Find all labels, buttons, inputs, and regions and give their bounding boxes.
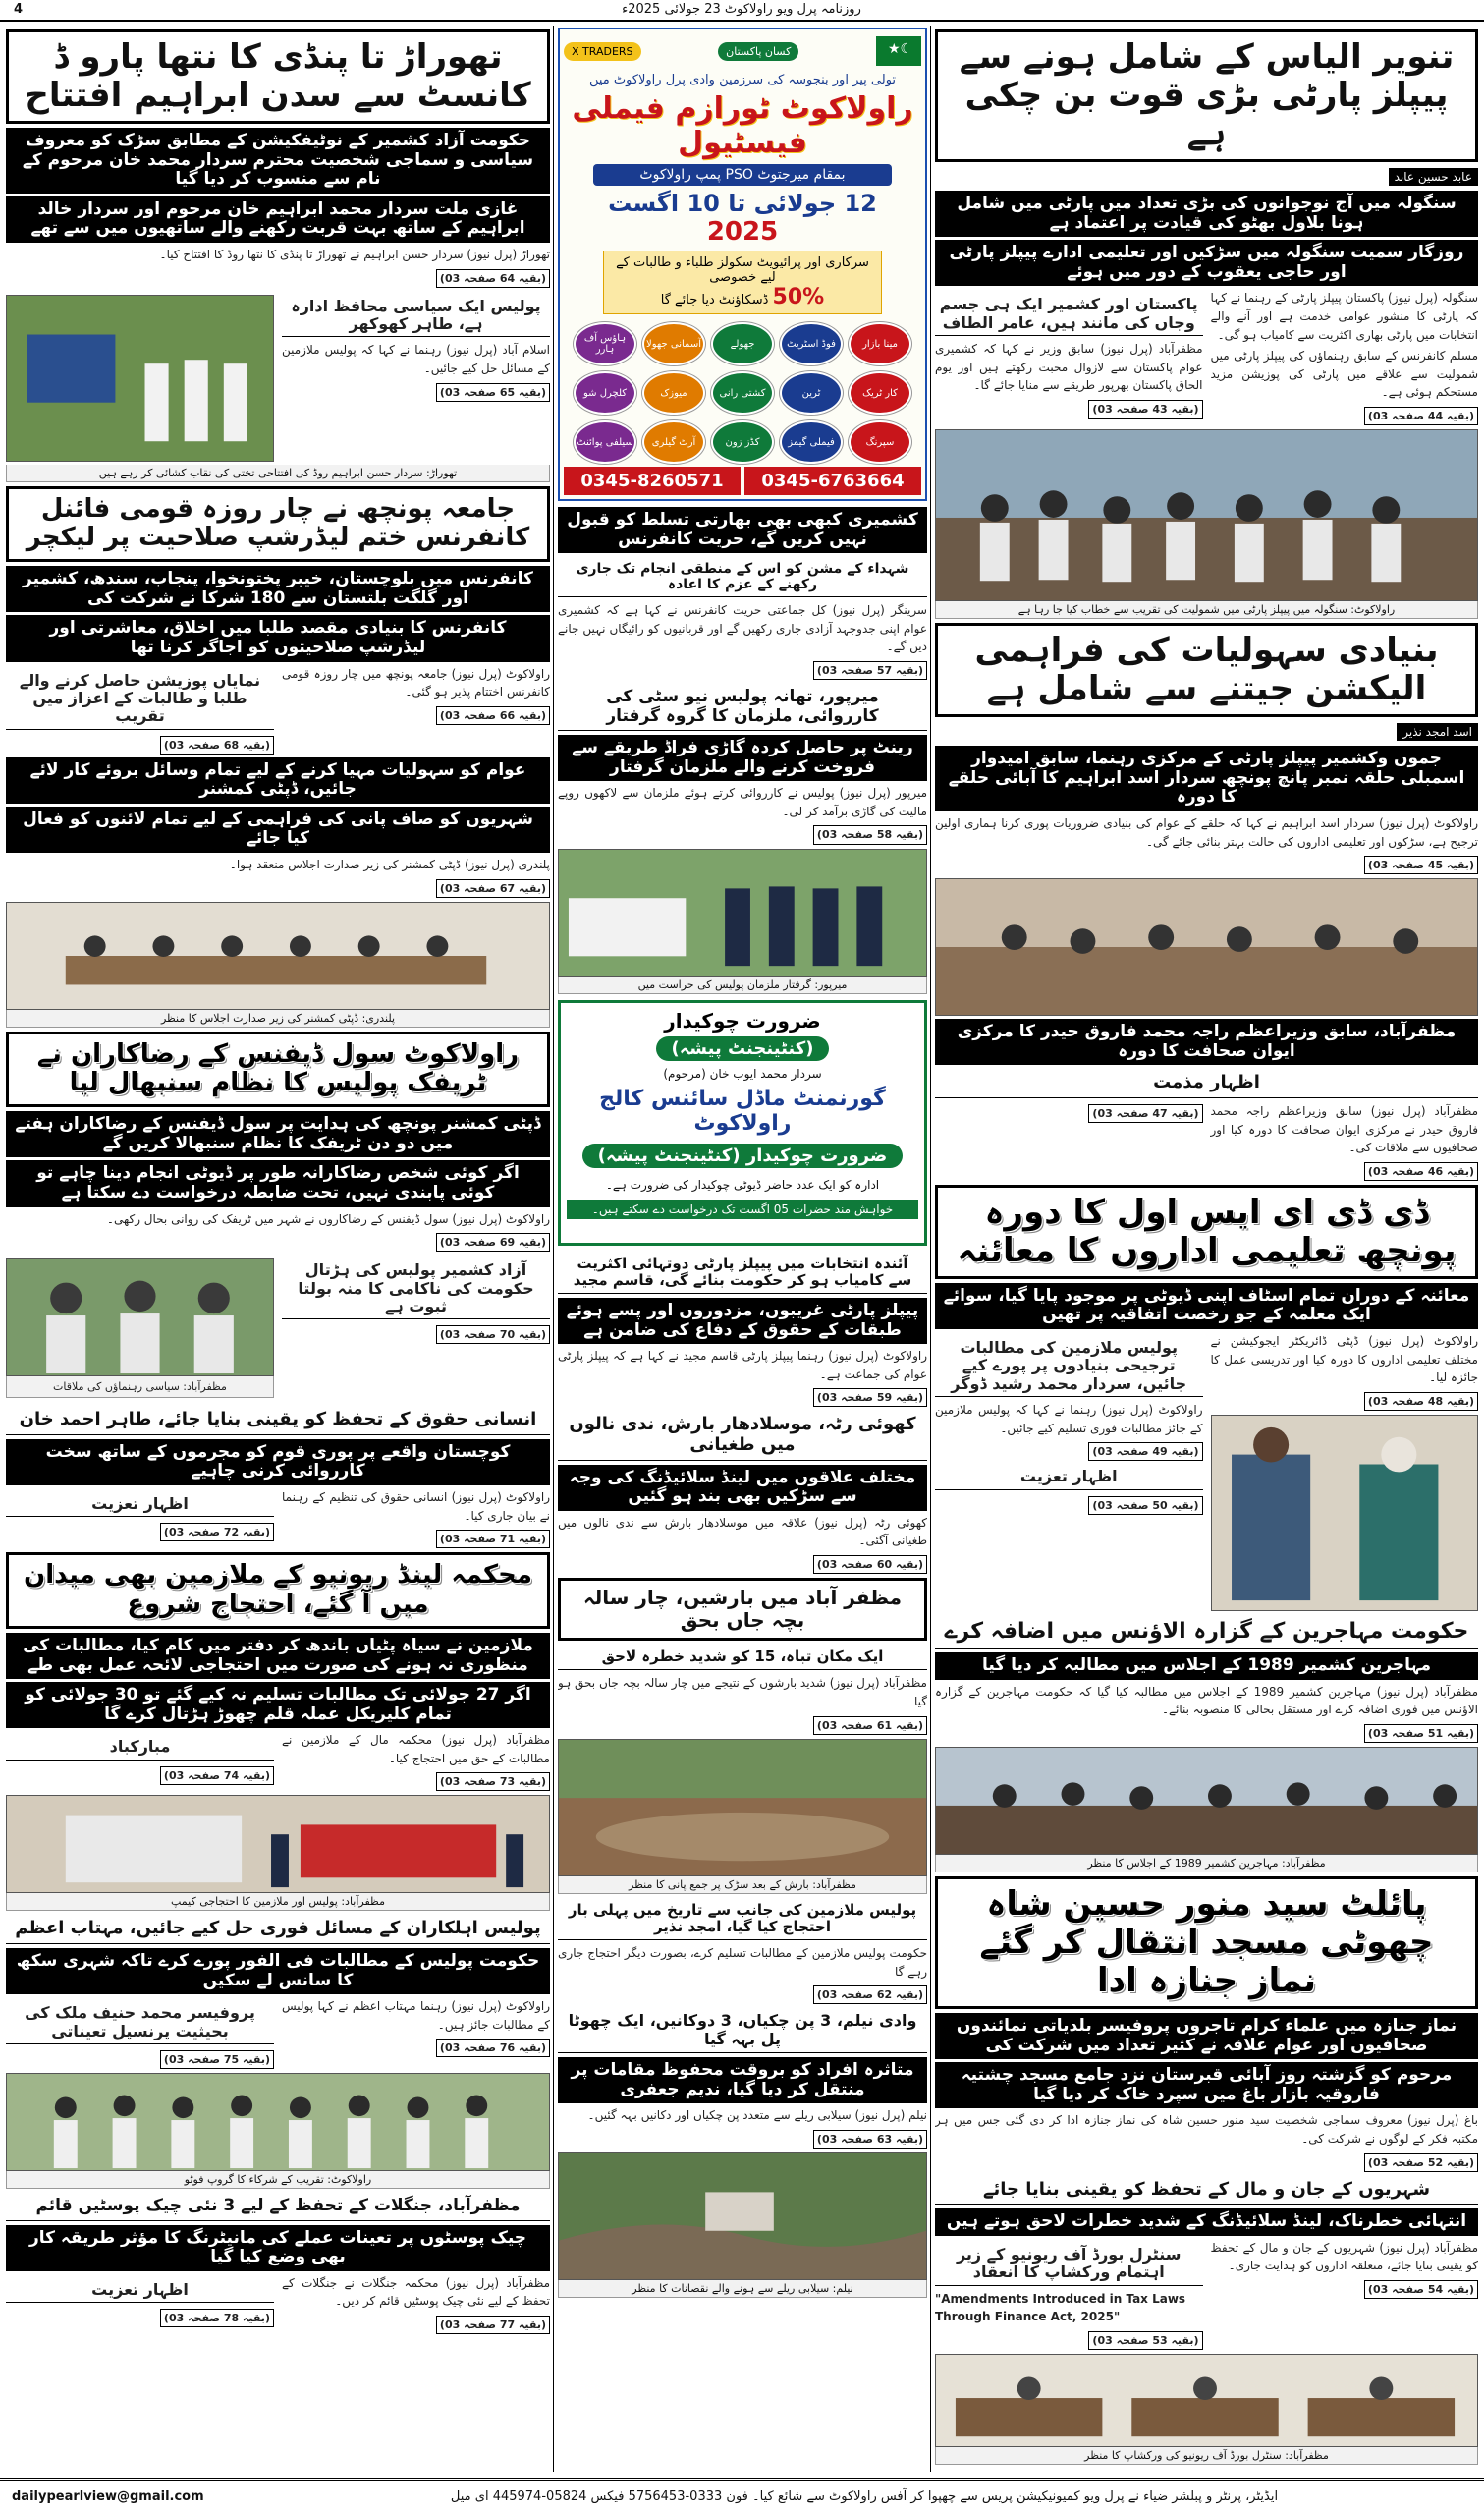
festival-advertisement <box>558 28 927 501</box>
story-text: راولاکوٹ (پرل نیوز) رہنما نے کہا کہ پولیس ملازمین کے جائز مطالبات فوری تسلیم کیے جائیں۔ <box>935 1403 1203 1435</box>
attraction-badge: ٹرین <box>780 371 843 415</box>
photo-caption: مظفرآباد: بارش کے بعد سڑک پر جمع پانی کا منظر <box>558 1876 927 1894</box>
subheadline: روزگار سمیت سنگولہ میں سڑکیں اور تعلیمی ادارے پیپلز پارٹی اور حاجی یعقوب کے دور میں ہوئے <box>935 240 1478 286</box>
story-text: سنگولہ (پرل نیوز) پاکستان پیپلز پارٹی کے رہنما نے کہا کہ پارٹی کا منشور عوامی خدمت ہے اور آنے والے انتخابات میں پارٹی بھاری اکثریت سے کامیاب ہو گی۔ <box>1210 291 1478 342</box>
continued-marker: (بقیہ 53 صفحہ 03) <box>1088 2331 1202 2350</box>
photo-caption: راولاکوٹ: سنگولہ میں پیپلز پارٹی میں شمولیت کی تقریب سے خطاب کیا جا رہا ہے <box>935 601 1478 619</box>
continued-marker: (بقیہ 49 صفحہ 03) <box>1088 1442 1202 1461</box>
subheadline: چیک پوسٹوں پر تعینات عملے کی مانیٹرنگ کا مؤثر طریقہ کار بھی وضع کیا گیا <box>6 2225 550 2271</box>
news-photo <box>935 878 1478 1016</box>
continued-marker: (بقیہ 50 صفحہ 03) <box>1088 1496 1202 1515</box>
story-text: مظفرآباد (پرل نیوز) سابق وزیر نے کہا کہ کشمیری عوام پاکستان سے لازوال محبت رکھتے ہیں اور یوم الحاق پاکستان بھرپور طریقے سے منایا جائے گا۔ <box>935 342 1203 393</box>
subheadline: ایک مکان تباہ، 15 کو شدید خطرہ لاحق <box>558 1645 927 1670</box>
ad-dates: 12 جولائی تا 10 اگست <box>608 190 877 217</box>
continued-marker: (بقیہ 54 صفحہ 03) <box>1364 2280 1478 2299</box>
right-column <box>935 26 1478 2472</box>
story-text: راولاکوٹ (پرل نیوز) سردار اسد ابراہیم نے کہا کہ حلقے کے عوام کی بنیادی ضروریات پوری کرنا ہماری اولین ترجیح ہے، سڑکوں اور تعلیمی اداروں کی حالت بہتر بنائی جائے گی۔ <box>935 815 1478 849</box>
story-text: سرینگر (پرل نیوز) کل جماعتی حریت کانفرنس نے کہا ہے کہ کشمیری عوام اپنی جدوجہد آزادی جاری رکھیں گے اور قربانیوں کو رائیگاں نہیں جانے دیں گے۔ <box>558 603 927 654</box>
subheadline: اگر کوئی شخص رضاکارانہ طور پر ڈیوٹی انجام دینا چاہے تو کوئی پابندی نہیں، تحت ضابطہ درخواست دے سکتا ہے <box>6 1160 550 1206</box>
subheadline: اگر 27 جولائی تک مطالبات تسلیم نہ کیے گئے تو 30 جولائی کو تمام کلیریکل عملہ قلم چھوڑ ہڑتال کرے گا <box>6 1682 550 1728</box>
attraction-badge: آرٹ گیلری <box>642 420 705 464</box>
photo-caption: نیلم: سیلابی ریلے سے ہونے والے نقصانات کا منظر <box>558 2280 927 2298</box>
headline: کھوئی رٹہ، موسلادھار بارش، ندی نالوں میں طغیانی <box>558 1411 927 1460</box>
headline: آئندہ انتخابات میں پیپلز پارٹی دوتہائی اکثریت سے کامیاب ہو کر حکومت بنائے گی، قاسم مجید <box>558 1252 927 1295</box>
news-photo <box>935 2354 1478 2447</box>
subheadline: رینٹ پر حاصل کردہ گاڑی فراڈ طریقے سے فروخت کرنے والے ملزمان گرفتار <box>558 735 927 781</box>
subheadline: حکومت پولیس کے مطالبات فی الفور پورے کرے تاکہ شہری سکھ کا سانس لے سکیں <box>6 1948 550 1994</box>
discount-text: سرکاری اور پرائیویٹ سکولز طلباء و طالبات کے لیے خصوصی <box>616 255 869 285</box>
attraction-badge: کلچرل شو <box>574 371 636 415</box>
continued-marker: (بقیہ 47 صفحہ 03) <box>1088 1104 1202 1123</box>
subheadline: حکومت آزاد کشمیر کے نوٹیفکیشن کے مطابق سڑک کو معروف سیاسی و سماجی شخصیت محترم سردار محمد خان مرحوم کے نام سے منسوب کر دیا گیا <box>6 128 550 194</box>
headline: جامعہ پونچھ نے چار روزہ قومی فائنل کانفرنس ختم لیڈرشپ صلاحیت پر لیکچر <box>6 486 550 563</box>
side-headline: پولیس ملازمین کی مطالبات ترجیحی بنیادوں پر پورے کیے جائیں، سردار محمد رشید ڈوگر <box>935 1336 1203 1397</box>
ad-footer: خواہش مند حضرات 05 اگست تک درخواست دے سکتے ہیں۔ <box>567 1200 918 1219</box>
discount-text: ڈسکاؤنٹ دیا جائے گا <box>660 293 769 307</box>
paper-date-line: روزنامہ پرل ویو راولاکوٹ 23 جولائی 2025ء <box>622 2 861 17</box>
story <box>558 601 927 680</box>
headline: میرپور، تھانہ پولیس نیو سٹی کی کارروائی، ملزمان کا گروہ گرفتار <box>558 684 927 731</box>
side-headline: اظہار مذمت <box>935 1069 1478 1098</box>
photo-caption: میرپور: گرفتار ملزمان پولیس کی حراست میں <box>558 977 927 994</box>
story-text: راولاکوٹ (پرل نیوز) رہنما پیپلز پارٹی قاسم مجید نے کہا ہے کہ پیپلز پارٹی عوام کی جماعت ہے۔ <box>558 1349 927 1381</box>
subheadline: کوچستان واقعے پر پوری قوم کو مجرموں کے ساتھ سخت کارروائی کرنی چاہیے <box>6 1439 550 1485</box>
news-photo <box>935 1747 1478 1855</box>
side-headline: پاکستان اور کشمیر ایک ہی جسم وجاں کی مانند ہیں، عامر الطاف <box>935 293 1203 336</box>
attraction-badge: مینا بازار <box>849 322 911 365</box>
story-text: مسلم کانفرنس کے سابق رہنماؤں کی پیپلز پارٹی میں شمولیت سے علاقے میں پارٹی کی پوزیشن مزید مستحکم ہوئی ہے۔ <box>1210 349 1478 400</box>
continued-marker: (بقیہ 46 صفحہ 03) <box>1364 1162 1478 1181</box>
english-title: "Amendments Introduced in Tax Laws Through Finance Act, 2025" <box>935 2291 1186 2324</box>
story-text: مظفرآباد (پرل نیوز) شہریوں کے جان و مال کے تحفظ کو یقینی بنایا جائے، متعلقہ اداروں کو ہدایت جاری۔ <box>1210 2240 1478 2273</box>
headline: شہریوں کے جان و مال کے تحفظ کو یقینی بنایا جائے <box>935 2176 1478 2206</box>
story-text: راولاکوٹ (پرل نیوز) ڈپٹی ڈائریکٹر ایجوکیشن نے مختلف تعلیمی اداروں کا دورہ کیا اور تدریسی عمل کا جائزہ لیا۔ <box>1210 1334 1478 1385</box>
continued-marker: (بقیہ 69 صفحہ 03) <box>436 1233 550 1252</box>
continued-marker: (بقیہ 76 صفحہ 03) <box>436 2039 550 2057</box>
subheadline: ڈپٹی کمشنر پونچھ کی ہدایت پر سول ڈیفنس کے رضاکاران ہفتے میں دو دن ٹریفک کا نظام سنبھالا کریں گے <box>6 1111 550 1157</box>
continued-marker: (بقیہ 74 صفحہ 03) <box>160 1766 274 1785</box>
continued-marker: (بقیہ 68 صفحہ 03) <box>160 736 274 754</box>
photo-caption: مظفرآباد: سیاسی رہنماؤں کی ملاقات <box>6 1376 274 1398</box>
news-photo <box>558 849 927 977</box>
subheadline: مہاجرین کشمیر 1989 کے اجلاس میں مطالبہ کر دیا گیا <box>935 1652 1478 1680</box>
attraction-badge: کار ٹریک <box>849 371 911 415</box>
footer <box>0 2478 1484 2515</box>
headline: محکمہ لینڈ ریونیو کے ملازمین بھی میدان میں آ گئے، احتجاج شروع <box>6 1552 550 1629</box>
phone-number: 0345-6763664 <box>744 467 921 495</box>
story-text: حکومت پولیس ملازمین کے مطالبات تسلیم کرے، بصورت دیگر احتجاج جاری رہے گا <box>558 1946 927 1979</box>
continued-marker: (بقیہ 71 صفحہ 03) <box>436 1530 550 1548</box>
continued-marker: (بقیہ 51 صفحہ 03) <box>1364 1724 1478 1743</box>
news-photo <box>6 295 274 462</box>
attraction-badge: فیملی گیمز <box>780 420 843 464</box>
attraction-badge: ہاؤس آف ہارر <box>574 322 636 365</box>
story-text: پلندری (پرل نیوز) ڈپٹی کمشنر کی زیر صدارت اجلاس منعقد ہوا۔ <box>229 857 550 871</box>
news-photo <box>6 2073 550 2171</box>
continued-marker: (بقیہ 60 صفحہ 03) <box>813 1555 927 1574</box>
continued-marker: (بقیہ 58 صفحہ 03) <box>813 825 927 844</box>
continued-marker: (بقیہ 63 صفحہ 03) <box>813 2130 927 2149</box>
headline: پولیس اہلکاران کے مسائل فوری حل کیے جائیں، مہتاب اعظم <box>6 1915 550 1944</box>
story <box>558 784 927 844</box>
side-headline: اظہار تعزیت <box>6 1492 274 1517</box>
photo-caption: مظفرآباد، سابق وزیراعظم راجہ محمد فاروق حیدر کا مرکزی ایوان صحافت کا دورہ <box>935 1019 1478 1065</box>
story-text: راولاکوٹ (پرل نیوز) رہنما مہتاب اعظم نے کہا پولیس کے مطالبات جائز ہیں۔ <box>282 1999 550 2032</box>
ad-tagline: تولی پیر اور بنجوسہ کی سرزمین وادی پرل راولاکوٹ میں <box>588 73 897 87</box>
news-photo <box>935 429 1478 601</box>
story-text: مظفرآباد (پرل نیوز) شدید بارشوں کے نتیجے میں چار سالہ بچہ جاں بحق ہو گیا۔ <box>558 1676 927 1708</box>
continued-marker: (بقیہ 59 صفحہ 03) <box>813 1388 927 1407</box>
attractions-grid <box>574 322 911 464</box>
headline: مظفرآباد، جنگلات کے تحفظ کے لیے 3 نئی چیک پوسٹیں قائم <box>6 2193 550 2221</box>
attraction-badge: سیلفی پوائنٹ <box>574 420 636 464</box>
continued-marker: (بقیہ 45 صفحہ 03) <box>1364 856 1478 874</box>
continued-marker: (بقیہ 48 صفحہ 03) <box>1364 1392 1478 1411</box>
ad-badge: (کنٹینجنٹ پیشہ) <box>656 1036 830 1061</box>
story <box>6 2274 550 2334</box>
photo-caption: پلندری: ڈپٹی کمشنر کی زیر صدارت اجلاس کا منظر <box>6 1010 550 1028</box>
ad-discount <box>603 251 882 314</box>
masthead <box>0 0 1484 22</box>
story <box>935 2239 1478 2350</box>
continued-marker: (بقیہ 43 صفحہ 03) <box>1088 400 1202 419</box>
attraction-badge: کشتی رانی <box>711 371 774 415</box>
story-text: اسلام آباد (پرل نیوز) رہنما نے کہا کہ پولیس ملازمین کے مسائل حل کیے جائیں۔ <box>282 343 550 375</box>
story <box>558 2106 927 2149</box>
photo-caption: مظفرآباد: مہاجرین کشمیر 1989 کے اجلاس کا منظر <box>935 1855 1478 1872</box>
subheadline: معائنہ کے دوران تمام اسٹاف اپنی ڈیوٹی پر موجود پایا گیا، سوائے ایک معلمہ کے جو رخصت اتفاقیہ پر تھیں <box>935 1283 1478 1329</box>
imprint-line: ایڈیٹر، پرنٹر و پبلشر ضیاء نے پرل ویو کمیونیکیشن پریس سے چھپوا کر آفس راولاکوٹ سے شائع کیا۔ فون 0333-5756453 فیکس 05824-445974 ای میل <box>450 2489 1279 2504</box>
subheadline: انتہائی خطرناک، لینڈ سلائیڈنگ کے شدید خطرات لاحق ہوتے ہیں <box>935 2208 1478 2236</box>
headline: حکومت مہاجرین کے گزارہ الاؤنس میں اضافہ کرے <box>935 1615 1478 1649</box>
flag-icon <box>876 36 921 66</box>
side-headline: نمایاں پوزیشن حاصل کرنے والے طلبا و طالبات کے اعزاز میں تقریب <box>6 669 274 730</box>
story <box>6 1488 550 1548</box>
side-headline: مبارکباد <box>6 1735 274 1760</box>
ad-title: ضرورت چوکیدار <box>664 1008 821 1033</box>
continued-marker: (بقیہ 66 صفحہ 03) <box>436 706 550 725</box>
story-text: راولاکوٹ (پرل نیوز) سول ڈیفنس کے رضاکاروں نے شہر میں ٹریفک کی روانی بحال رکھی۔ <box>106 1211 550 1226</box>
story-text: مظفرآباد (پرل نیوز) محکمہ جنگلات نے جنگلات کے تحفظ کے لیے نئی چیک پوسٹیں قائم کر دیں۔ <box>282 2275 550 2309</box>
story-text: راولاکوٹ (پرل نیوز) انسانی حقوق کی تنظیم کے رہنما نے بیان جاری کیا۔ <box>282 1490 550 1523</box>
story <box>6 1731 550 1791</box>
story-text: تھوراڑ (پرل نیوز) سردار حسن ابراہیم نے تھوراڑ تا پنڈی کا نتھا روڈ کا افتتاح کیا۔ <box>159 247 550 261</box>
story <box>6 1255 550 1402</box>
sponsor-badge: کسان پاکستان <box>718 42 798 61</box>
ad-owner: سردار محمد ایوب خان (مرحوم) <box>663 1066 822 1081</box>
headline: تنویر الیاس کے شامل ہونے سے پیپلز پارٹی بڑی قوت بن چکی ہے <box>935 29 1478 162</box>
column-rule <box>930 26 931 2472</box>
story <box>935 1332 1478 1611</box>
photo-caption: راولاکوٹ: تقریب کے شرکاء کا گروپ فوٹو <box>6 2171 550 2189</box>
story <box>6 246 550 288</box>
news-photo <box>558 1739 927 1876</box>
attraction-badge: کڈز زون <box>711 420 774 464</box>
email-link[interactable]: dailypearlview@gmail.com <box>12 2489 204 2504</box>
continued-marker: (بقیہ 65 صفحہ 03) <box>436 383 550 402</box>
page-number: 4 <box>14 2 24 17</box>
continued-marker: (بقیہ 77 صفحہ 03) <box>436 2316 550 2334</box>
side-headline: پولیس ایک سیاسی محافظ ادارہ ہے، طاہر کھوکھر <box>282 295 550 338</box>
story <box>6 291 550 462</box>
attraction-badge: میوزک <box>642 371 705 415</box>
news-photo <box>6 1258 274 1376</box>
story-text: مظفرآباد (پرل نیوز) محکمہ مال کے ملازمین نے مطالبات کے حق میں احتجاج کیا۔ <box>282 1733 550 1765</box>
story-text: راولاکوٹ (پرل نیوز) جامعہ پونچھ میں چار روزہ قومی کانفرنس اختتام پذیر ہو گئی۔ <box>282 666 550 699</box>
center-column <box>558 26 927 2472</box>
subheadline: شہریوں کو صاف پانی کی فراہمی کے لیے تمام لائنوں کو فعال کیا جائے <box>6 807 550 853</box>
attraction-badge: آسمانی جھولا <box>642 322 705 365</box>
continued-marker: (بقیہ 61 صفحہ 03) <box>813 1716 927 1735</box>
headline <box>935 2469 1478 2472</box>
attraction-badge: فوڈ اسٹریٹ <box>780 322 843 365</box>
headline: پائلٹ سید منور حسین شاہ چھوٹی مسجد انتقال کر گئے نماز جنازہ ادا <box>935 1876 1478 2009</box>
continued-marker: (بقیہ 73 صفحہ 03) <box>436 1772 550 1791</box>
story <box>935 1102 1478 1181</box>
job-advertisement <box>558 1000 927 1246</box>
continued-marker: (بقیہ 62 صفحہ 03) <box>813 1985 927 2004</box>
byline: اسد امجد نذیر <box>1397 723 1478 741</box>
subheadline: کانفرنس کا بنیادی مقصد طلبا میں اخلاق، معاشرتی اور لیڈرشپ صلاحیتوں کو اجاگر کرنا تھا <box>6 615 550 661</box>
subheadline: پیپلز پارٹی غریبوں، مزدوروں اور پسے ہوئے طبقات کے حقوق کے دفاع کی ضامن ہے <box>558 1298 927 1344</box>
story <box>6 665 550 754</box>
ad-body: ادارہ کو ایک عدد حاضر ڈیوٹی چوکیدار کی ضرورت ہے۔ <box>605 1177 880 1192</box>
story <box>935 1683 1478 1743</box>
continued-marker: (بقیہ 75 صفحہ 03) <box>160 2050 274 2069</box>
headline: بنیادی سہولیات کی فراہمی الیکشن جیتنے سے شامل ہے <box>935 623 1478 717</box>
headline: تھوراڑ تا پنڈی کا نتھا پارو ڈ کانسٹ سے سدن ابراہیم افتتاح <box>6 29 550 124</box>
continued-marker: (بقیہ 52 صفحہ 03) <box>1364 2153 1478 2172</box>
subheadline: متاثرہ افراد کو بروقت محفوظ مقامات پر منتقل کر دیا گیا، ندیم جعفری <box>558 2057 927 2103</box>
story <box>558 1347 927 1407</box>
subheadline: کانفرنس میں بلوچستان، خیبر پختونخوا، پنجاب، سندھ، کشمیر اور گلگت بلتستان سے 180 شرکا نے شرکت کی <box>6 566 550 612</box>
subheadline: مرحوم کو گزشتہ روز آبائی قبرستان نزد جامع مسجد چشتیہ فاروقیہ بازار باغ میں سپرد خاک کر دیا گیا <box>935 2062 1478 2108</box>
story-text: کھوئی رٹہ (پرل نیوز) علاقہ میں موسلادھار بارش سے ندی نالوں میں طغیانی آگئی۔ <box>558 1515 927 1548</box>
side-headline: آزاد کشمیر پولیس کی ہڑتال حکومت کی ناکامی کا منہ بولتا ثبوت ہے <box>282 1258 550 1319</box>
ad-institution: گورنمنٹ ماڈل سائنس کالج راولاکوٹ <box>599 1086 886 1136</box>
attraction-badge: جھولے <box>711 322 774 365</box>
discount-percent: 50% <box>772 285 825 309</box>
news-photo <box>6 902 550 1010</box>
continued-marker: (بقیہ 78 صفحہ 03) <box>160 2309 274 2327</box>
side-headline: پروفیسر محمد حنیف ملک کی بحیثیت پرنسپل تعیناتی <box>6 2001 274 2044</box>
ad-badge: ضرورت چوکیدار (کنٹینجنٹ پیشہ) <box>582 1144 904 1168</box>
subheadline: جموں وکشمیر پیپلز پارٹی کے مرکزی رہنما، سابق امیدوار اسمبلی حلقہ نمبر پانچ پونچھ سردار اسد ابراہیم کا آبائی حلقے کا دورہ <box>935 746 1478 811</box>
news-photo <box>6 1795 550 1893</box>
subheadline: ملازمین نے سیاہ پٹیاں باندھ کر دفتر میں کام کیا، مطالبات کی منظوری نہ ہونے کی صورت میں احتجاجی لائحہ عمل بھی طے <box>6 1633 550 1679</box>
column-rule <box>553 26 554 2472</box>
headline: وادی نیلم، 3 پن چکیاں، 3 دوکانیں، ایک چھوٹا پل بہہ گیا <box>558 2008 927 2053</box>
news-photo <box>1211 1415 1479 1611</box>
attraction-badge: سپرنگ <box>849 420 911 464</box>
story <box>935 2111 1478 2171</box>
headline: انسانی حقوق کے تحفظ کو یقینی بنایا جائے، طاہر احمد خان <box>6 1406 550 1435</box>
story-text: مظفرآباد (پرل نیوز) مہاجرین کشمیر 1989 کے اجلاس میں مطالبہ کیا گیا کہ حکومت مہاجرین کے گزارہ الاؤنس میں فوری اضافہ کرے اور مستقل بحالی کا منصوبہ بنائے۔ <box>935 1684 1478 1717</box>
side-headline: اظہار تعزیت <box>935 1465 1203 1489</box>
story <box>935 814 1478 874</box>
side-headline: اظہار تعزیت <box>6 2278 274 2303</box>
continued-marker: (بقیہ 64 صفحہ 03) <box>436 269 550 288</box>
subheadline: مختلف علاقوں میں لینڈ سلائیڈنگ کی وجہ سے سڑکیں بھی بند ہو گئیں <box>558 1465 927 1511</box>
story-text: نیلم (پرل نیوز) سیلابی ریلے سے متعدد پن چکیاں اور دکانیں بہہ گئیں۔ <box>587 2108 927 2123</box>
continued-marker: (بقیہ 44 صفحہ 03) <box>1364 407 1478 425</box>
photo-caption: تھوراڑ: سردار حسن ابراہیم روڈ کی افتتاحی تختی کی نقاب کشائی کر رہے ہیں <box>6 465 550 482</box>
headline: مظفر آباد میں بارشیں، چار سالہ بچہ جاں بحق <box>558 1578 927 1641</box>
continued-marker: (بقیہ 67 صفحہ 03) <box>436 879 550 898</box>
story <box>558 1674 927 1734</box>
story-text: مظفرآباد (پرل نیوز) سابق وزیراعظم راجہ محمد فاروق حیدر نے مرکزی ایوان صحافت کا دورہ کیا اور صحافیوں سے ملاقات کی۔ <box>1210 1103 1478 1155</box>
story <box>6 1997 550 2069</box>
phone-number: 0345-8260571 <box>564 467 741 495</box>
subheadline: سنگولہ میں آج نوجوانوں کی بڑی تعداد میں پارٹی میں شامل ہونا بلاول بھٹو کی قیادت پر اعتماد ہے <box>935 191 1478 237</box>
continued-marker: (بقیہ 72 صفحہ 03) <box>160 1523 274 1541</box>
headline: راولاکوٹ سول ڈیفنس کے رضاکاران نے ٹریفک پولیس کا نظام سنبھال لیا <box>6 1032 550 1108</box>
byline: عابد حسین عابد <box>1389 168 1478 186</box>
headline: ڈی ڈی ای ایس اول کا دورہ پونچھ تعلیمی اداروں کا معائنہ <box>935 1185 1478 1279</box>
photo-caption: مظفرآباد: سنٹرل بورڈ آف ریونیو کی ورکشاپ کا منظر <box>935 2447 1478 2465</box>
subheadline: نماز جنازہ میں علماء کرام تاجروں پروفیسر بلدیاتی نمائندوں صحافیوں اور عوام علاقہ نے کثیر تعداد میں شرکت کی <box>935 2013 1478 2059</box>
continued-marker: (بقیہ 70 صفحہ 03) <box>436 1325 550 1344</box>
sponsor-badge: X TRADERS <box>564 42 641 61</box>
headline: پولیس ملازمین کی جانب سے تاریخ میں پہلی بار احتجاج کیا گیا، امجد نذیر <box>558 1898 927 1941</box>
ad-year: 2025 <box>706 217 779 247</box>
news-photo <box>558 2152 927 2280</box>
story <box>6 856 550 898</box>
side-headline: سنٹرل بورڈ آف ریونیو کے زیر اہتمام ورکشاپ کا انعقاد <box>935 2243 1203 2286</box>
ad-venue: بمقام میرجتوٹ PSO پمپ راولاکوٹ <box>593 164 892 186</box>
ad-title: راولاکوٹ ٹورازم فیملی فیسٹیول <box>572 91 913 160</box>
photo-caption: مظفرآباد: پولیس اور ملازمین کا احتجاجی کیمپ <box>6 1893 550 1911</box>
subheadline: شہداء کے مشن کو اس کے منطقی انجام تک جاری رکھنے کے عزم کا اعادہ <box>558 557 927 597</box>
subheadline: عوام کو سہولیات مہیا کرنے کے لیے تمام وسائل بروئے کار لائے جائیں، ڈپٹی کمشنر <box>6 757 550 804</box>
story <box>558 1514 927 1574</box>
story-text: باغ (پرل نیوز) معروف سماجی شخصیت سید منور حسین شاہ کی نماز جنازہ ادا کر دی گئی جس میں ہر مکتبہ فکر کے لوگوں نے شرکت کی۔ <box>935 2113 1478 2146</box>
story <box>6 1210 550 1253</box>
story <box>935 289 1478 425</box>
story-text: میرپور (پرل نیوز) پولیس نے کارروائی کرتے ہوئے ملزمان سے لاکھوں روپے مالیت کی گاڑی برآمد کر لی۔ <box>558 786 927 818</box>
continued-marker: (بقیہ 57 صفحہ 03) <box>813 661 927 680</box>
story <box>558 1944 927 2004</box>
subheadline: کشمیری کبھی بھی بھارتی تسلط کو قبول نہیں کریں گے، حریت کانفرنس <box>558 507 927 553</box>
subheadline: غازی ملت سردار محمد ابراہیم خان مرحوم اور سردار خالد ابراہیم کے ساتھ بہت قربت رکھنے والے ساتھیوں میں سے تھے <box>6 196 550 243</box>
left-column <box>6 26 550 2472</box>
